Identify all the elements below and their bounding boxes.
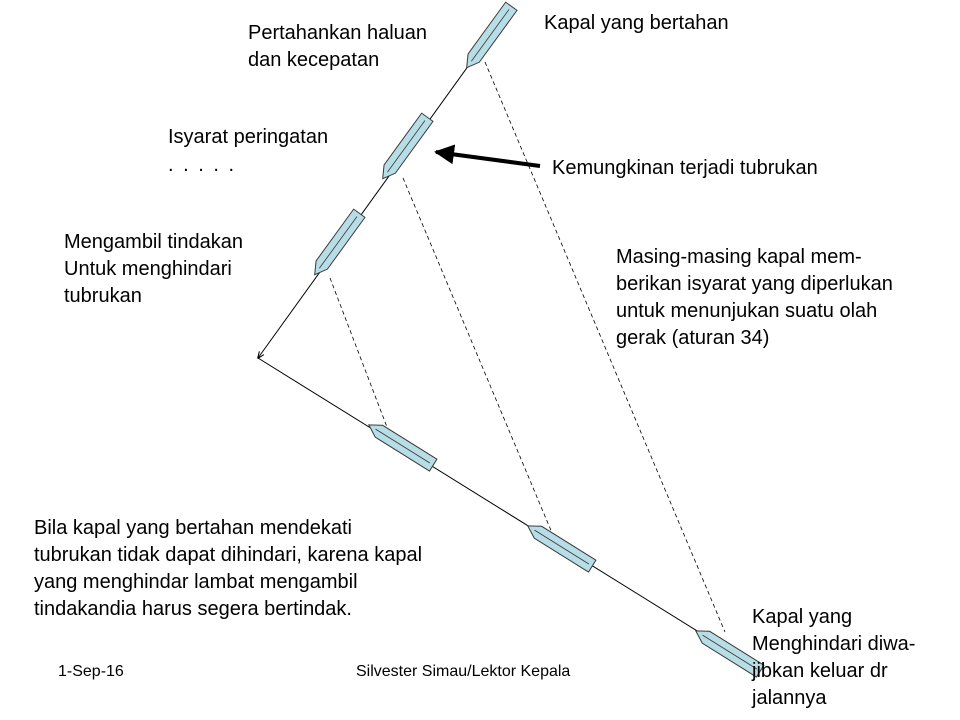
maintain-course-label bbox=[248, 20, 427, 74]
give-way-vessel-line-1: Kapal yang bbox=[752, 606, 853, 628]
each-vessel-signal-line-1: Masing-masing kapal mem- bbox=[616, 246, 862, 268]
maintain-course-line-1: Pertahankan haluan bbox=[248, 22, 428, 44]
collision-unavoidable-line-4: tindakandia harus segera bertindak. bbox=[34, 598, 352, 620]
collision-unavoidable-line-3: yang menghindar lambat mengambil bbox=[34, 571, 358, 593]
give-way-ship-2 bbox=[524, 520, 596, 572]
each-vessel-signal-line-2: berikan isyarat yang diperlukan bbox=[616, 273, 893, 295]
stand-on-ship-3 bbox=[309, 209, 365, 279]
give-way-vessel-line-4: jalannya bbox=[752, 687, 827, 709]
stand-on-ship-2 bbox=[377, 113, 433, 183]
warning-dots: . . . . . bbox=[168, 154, 237, 176]
give-way-track bbox=[258, 358, 760, 670]
collision-unavoidable-label bbox=[34, 515, 422, 623]
take-action-line-2: Untuk menghindari bbox=[64, 258, 232, 280]
footer-author: Silvester Simau/Lektor Kepala bbox=[356, 663, 571, 680]
collision-arrow bbox=[436, 152, 540, 166]
give-way-vessel-label bbox=[752, 604, 915, 712]
sight-line-2 bbox=[403, 178, 555, 540]
take-action-line-3: tubrukan bbox=[64, 285, 142, 307]
footer-date: 1-Sep-16 bbox=[58, 663, 124, 680]
give-way-ship-1 bbox=[365, 419, 437, 471]
collision-unavoidable-line-2: tubrukan tidak dapat dihindari, karena kapal bbox=[34, 544, 423, 566]
each-vessel-signal-label bbox=[616, 244, 893, 352]
stand-on-vessel-label: Kapal yang bertahan bbox=[544, 12, 729, 34]
each-vessel-signal-line-3: untuk menunjukan suatu olah bbox=[616, 300, 878, 322]
stand-on-ship-1 bbox=[461, 2, 517, 72]
give-way-vessel-line-2: Menghindari diwa- bbox=[752, 633, 916, 655]
each-vessel-signal-line-4: gerak (aturan 34) bbox=[616, 327, 770, 349]
take-action-label bbox=[64, 229, 243, 310]
collision-possible-label: Kemungkinan terjadi tubrukan bbox=[552, 157, 818, 179]
warning-signal-label: Isyarat peringatan bbox=[168, 126, 329, 148]
maintain-course-line-2: dan kecepatan bbox=[248, 49, 380, 71]
collision-unavoidable-line-1: Bila kapal yang bertahan mendekati bbox=[34, 517, 352, 539]
give-way-vessel-line-3: jibkan keluar dr bbox=[752, 660, 888, 682]
take-action-line-1: Mengambil tindakan bbox=[64, 231, 243, 253]
